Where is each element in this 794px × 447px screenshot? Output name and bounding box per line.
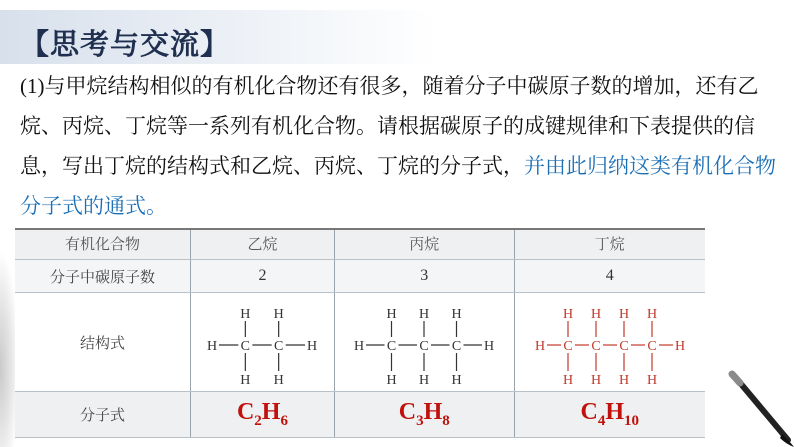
hydrogen-atom: H (562, 373, 573, 385)
hydrogen-atom: H (590, 307, 601, 322)
question-text: 与甲烷结构相似的有机化合物还有很多，随着分子中碳原子数的增加，还有乙烷、丙烷、丁烷等一系列有机化合物。请根据碳原子的成键规律和下表提供的信息，写出丁烷的结构式和乙烷、丙烷、丁烷的分子式， (20, 74, 759, 178)
hydrogen-atom: H (646, 373, 657, 385)
hydrogen-atom: H (534, 339, 545, 354)
carbon-atom: C (591, 339, 601, 354)
carbon-atom: C (563, 339, 573, 354)
info-table (15, 228, 705, 438)
hydrogen-atom: H (590, 373, 601, 385)
carbon-count-label: 分子中碳原子数 (15, 260, 191, 293)
carbon-count-ethane: 2 (191, 260, 335, 293)
carbon-count-propane: 3 (334, 260, 514, 293)
formula-butane: $C_4H_{10}$ (580, 399, 640, 429)
carbon-atom: C (274, 339, 284, 354)
structure-butane-cell (514, 293, 705, 392)
hydrogen-atom: H (451, 373, 462, 385)
hydrogen-atom: H (307, 339, 318, 354)
formula-label: 分子式 (15, 392, 191, 438)
header-label: 有机化合物 (15, 228, 191, 260)
structure-propane-cell (334, 293, 514, 392)
structure-propane (349, 299, 499, 385)
carbon-count-butane: 4 (514, 260, 705, 293)
hydrogen-atom: H (419, 373, 430, 385)
question-highlight: 并由此归纳这类有机化合物分子式的通式。 (20, 154, 776, 218)
question-number: (1) (20, 74, 45, 98)
hydrogen-atom: H (618, 307, 629, 322)
hydrogen-atom: H (484, 339, 495, 354)
header-butane: 丁烷 (514, 228, 705, 260)
structure-butane (530, 299, 690, 385)
carbon-atom: C (241, 339, 251, 354)
hydrogen-atom: H (274, 307, 285, 322)
carbon-atom: C (647, 339, 657, 354)
carbon-atom: C (419, 339, 429, 354)
carbon-count-row (15, 260, 705, 293)
hydrogen-atom: H (354, 339, 365, 354)
header-bar (0, 10, 794, 64)
structure-label: 结构式 (15, 293, 191, 392)
carbon-atom: C (619, 339, 629, 354)
structure-row (15, 293, 705, 392)
hydrogen-atom: H (674, 339, 685, 354)
carbon-atom: C (387, 339, 397, 354)
table-top-border (15, 228, 705, 230)
question-paragraph (20, 66, 780, 226)
table-header-row (15, 228, 705, 260)
hydrogen-atom: H (451, 307, 462, 322)
hydrogen-atom: H (562, 307, 573, 322)
header-propane: 丙烷 (334, 228, 514, 260)
formula-propane: $C_3H_8$ (398, 399, 450, 429)
formula-ethane: $C_2H_6$ (236, 399, 288, 429)
formula-propane-cell (334, 392, 514, 438)
hydrogen-atom: H (207, 339, 218, 354)
formula-butane-cell (514, 392, 705, 438)
hydrogen-atom: H (240, 373, 251, 385)
formula-ethane-cell (191, 392, 335, 438)
formula-row (15, 392, 705, 438)
hydrogen-atom: H (386, 373, 397, 385)
structure-ethane (202, 299, 322, 385)
structure-ethane-cell (191, 293, 335, 392)
hydrogen-atom: H (618, 373, 629, 385)
hydrogen-atom: H (419, 307, 430, 322)
section-title: 【思考与交流】 (20, 27, 231, 61)
hydrogen-atom: H (274, 373, 285, 385)
alkane-table (15, 228, 705, 436)
carbon-atom: C (452, 339, 462, 354)
calligraphy-brush-icon (722, 370, 794, 447)
hydrogen-atom: H (386, 307, 397, 322)
hydrogen-atom: H (646, 307, 657, 322)
header-ethane: 乙烷 (191, 228, 335, 260)
hydrogen-atom: H (240, 307, 251, 322)
